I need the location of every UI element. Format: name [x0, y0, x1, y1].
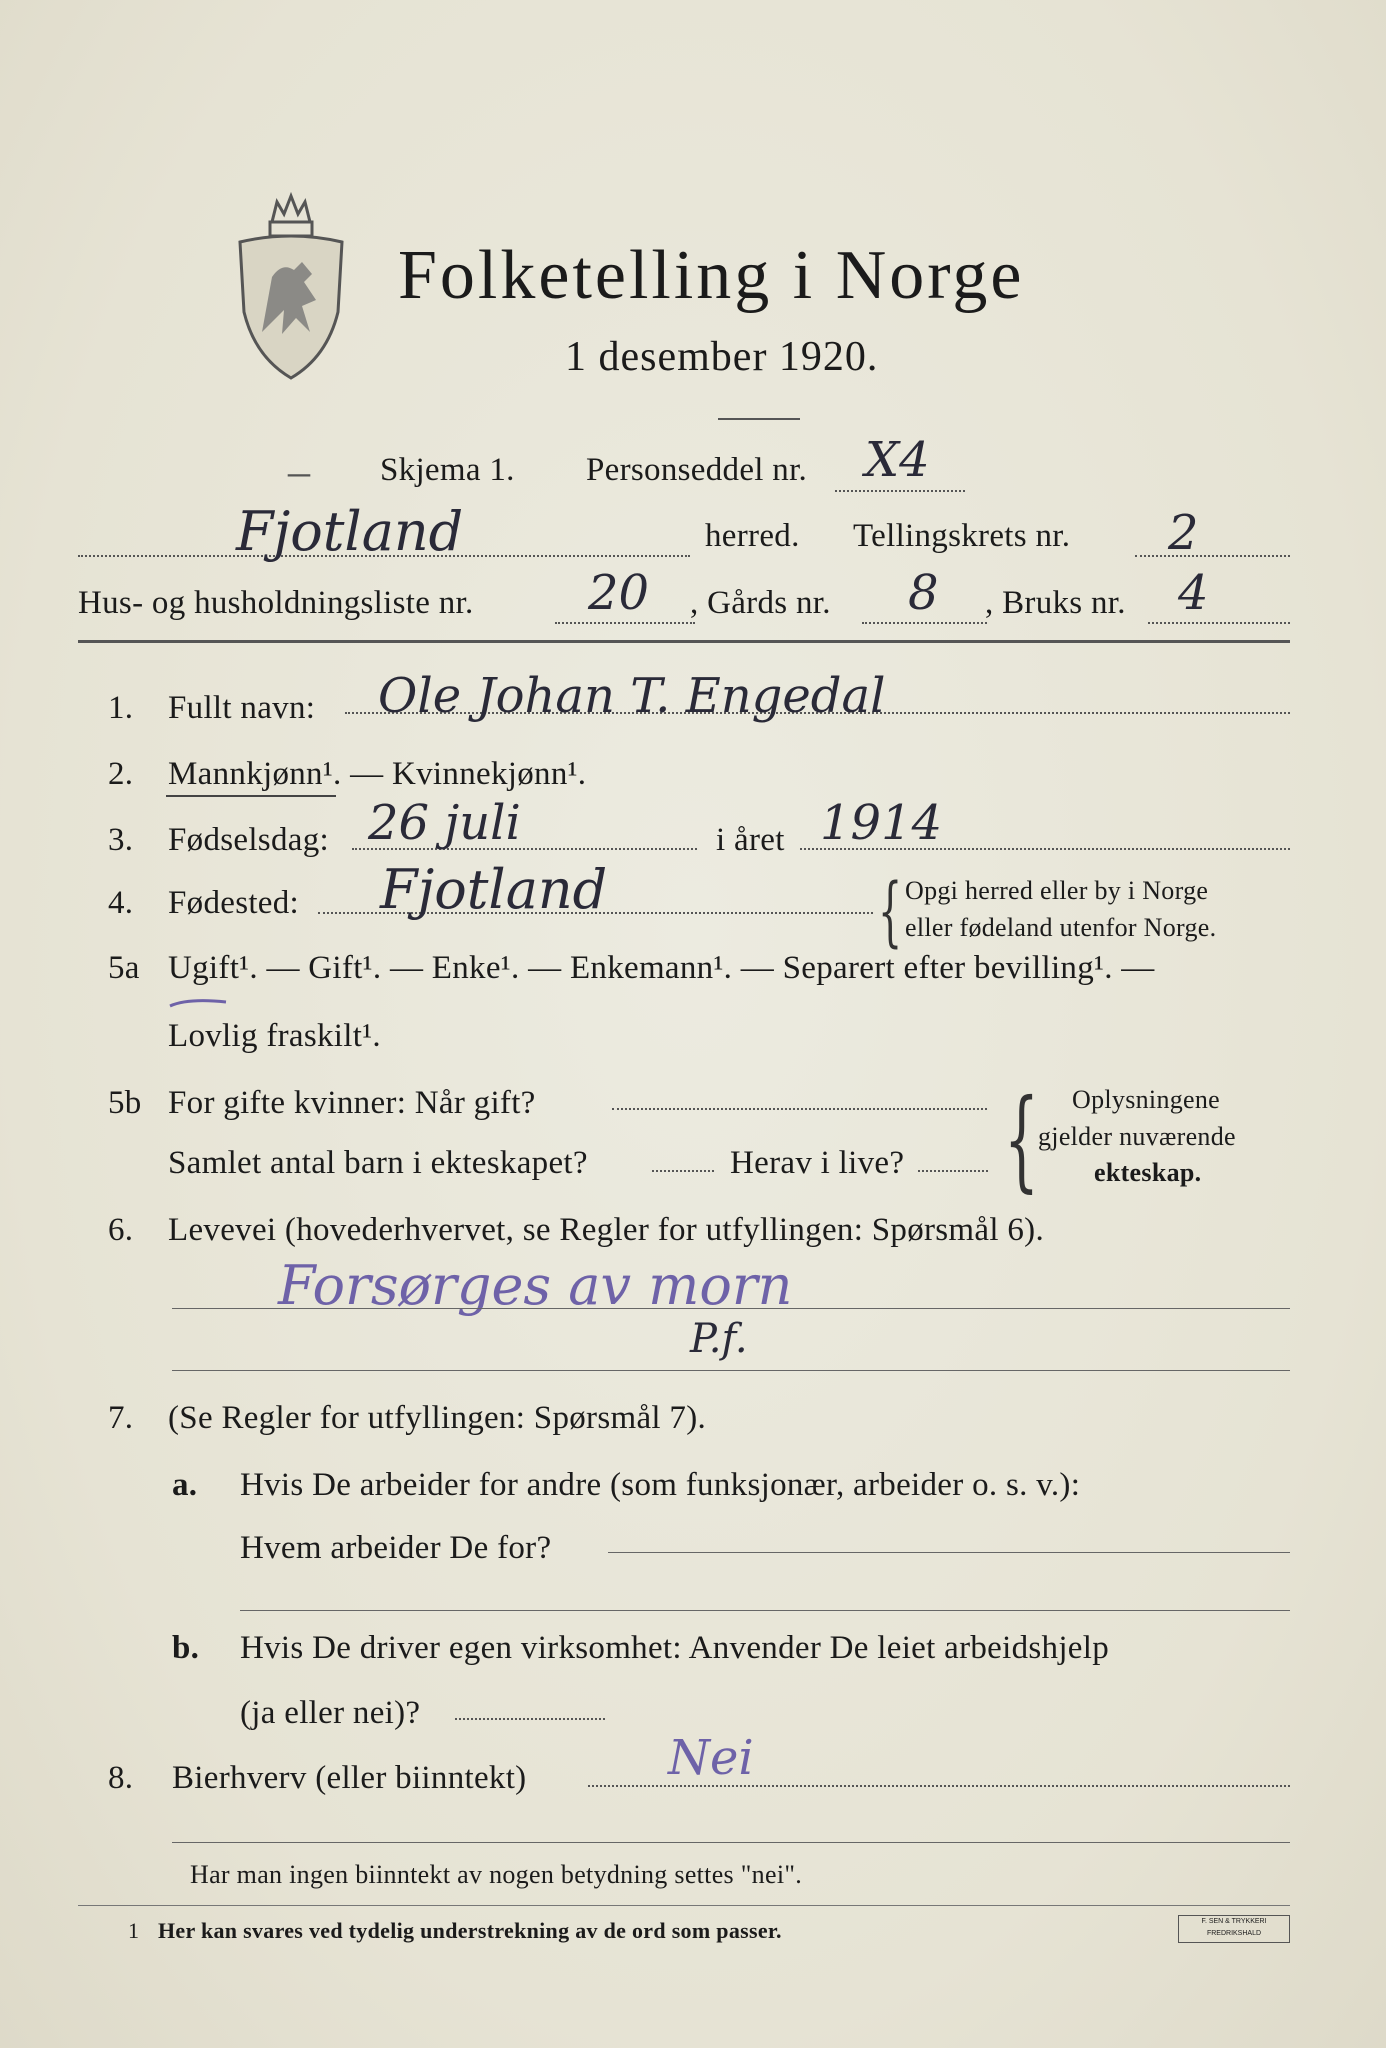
mannkjonn-underline — [166, 795, 336, 797]
q7a-letter: a. — [172, 1467, 198, 1503]
q5b-note-3: ekteskap. — [1094, 1158, 1202, 1187]
q7-label: (Se Regler for utfyllingen: Spørsmål 7). — [168, 1400, 707, 1436]
schema-label: Skjema 1. — [380, 452, 515, 488]
q5b-line-1: For gifte kvinner: Når gift? — [168, 1085, 536, 1121]
q5b-number: 5b — [108, 1085, 142, 1121]
birth-year-value: 1914 — [820, 795, 943, 851]
tellingskrets-value: 2 — [1168, 505, 1199, 561]
bruks-value: 4 — [1178, 565, 1209, 621]
q7a-line-2: Hvem arbeider De for? — [240, 1530, 552, 1566]
side-income-value: Nei — [668, 1730, 754, 1786]
printer-stamp: F. SEN & TRYKKERI FREDRIKSHALD — [1178, 1915, 1290, 1943]
q4-note-2: eller fødeland utenfor Norge. — [905, 913, 1217, 942]
q5b-note-1: Oplysningene — [1072, 1085, 1221, 1114]
q5a-number: 5a — [108, 950, 140, 986]
tick-mark: – — [288, 447, 311, 496]
occupation-value: Forsørges av morn — [278, 1254, 793, 1317]
form-title: Folketelling i Norge — [398, 237, 1025, 314]
q2-label: Mannkjønn¹. — Kvinnekjønn¹. — [168, 756, 587, 792]
brace: { — [878, 866, 903, 955]
q5b-line-2b: Herav i live? — [730, 1145, 905, 1181]
herred-value: Fjotland — [236, 500, 464, 563]
personseddel-label: Personseddel nr. — [586, 452, 808, 488]
q8-label: Bierhverv (eller biinntekt) — [172, 1760, 527, 1796]
full-name-value: Ole Johan T. Engedal — [378, 668, 886, 724]
title-divider — [718, 418, 800, 420]
q1-number: 1. — [108, 690, 134, 726]
q5b-line-2a: Samlet antal barn i ekteskapet? — [168, 1145, 588, 1181]
herred-label: herred. — [705, 518, 800, 554]
ugift-pencil-mark — [168, 996, 228, 1010]
footnote: Her kan svares ved tydelig understrekning av de ord som passer. — [158, 1918, 782, 1943]
q2-number: 2. — [108, 756, 134, 792]
q7-number: 7. — [108, 1400, 134, 1436]
q7a-line-1: Hvis De arbeider for andre (som funksjonær, arbeider o. s. v.): — [240, 1467, 1081, 1503]
brace-5b: { — [1004, 1075, 1039, 1203]
nei-note: Har man ingen biinntekt av nogen betydning settes "nei". — [190, 1860, 803, 1889]
q4-number: 4. — [108, 885, 134, 921]
tellingskrets-label: Tellingskrets nr. — [853, 518, 1071, 554]
year-label: i året — [716, 822, 785, 858]
birthday-value: 26 juli — [368, 795, 521, 851]
q3-label: Fødselsdag: — [168, 822, 329, 858]
birthplace-value: Fjotland — [380, 858, 608, 921]
q8-number: 8. — [108, 1760, 134, 1796]
q7b-line-2: (ja eller nei)? — [240, 1695, 421, 1731]
q5a-line-1: Ugift¹. — Gift¹. — Enke¹. — Enkemann¹. — Separert efter bevilling¹. — — [168, 950, 1155, 986]
coat-of-arms-icon — [232, 182, 350, 382]
footnote-mark: 1 — [128, 1918, 140, 1943]
q6-label: Levevei (hovederhvervet, se Regler for utfyllingen: Spørsmål 6). — [168, 1212, 1045, 1248]
q6-number: 6. — [108, 1212, 134, 1248]
q4-label: Fødested: — [168, 885, 300, 921]
census-date: 1 desember 1920. — [565, 334, 879, 380]
q1-label: Fullt navn: — [168, 690, 316, 726]
q7b-line-1: Hvis De driver egen virksomhet: Anvender De leiet arbeidshjelp — [240, 1630, 1110, 1666]
personseddel-value: X4 — [865, 432, 930, 488]
husholdningsliste-value: 20 — [588, 565, 650, 621]
q5a-line-2: Lovlig fraskilt¹. — [168, 1018, 381, 1054]
husholdningsliste-label: Hus- og husholdningsliste nr. — [78, 585, 474, 621]
q3-number: 3. — [108, 822, 134, 858]
gards-label: , Gårds nr. — [690, 585, 831, 621]
header-rule — [78, 640, 1290, 643]
q7b-letter: b. — [172, 1630, 200, 1666]
q4-note-1: Opgi herred eller by i Norge — [905, 876, 1209, 905]
bruks-label: , Bruks nr. — [985, 585, 1126, 621]
occupation-code: P.f. — [690, 1316, 748, 1362]
q5b-note-2: gjelder nuværende — [1038, 1122, 1236, 1151]
gards-value: 8 — [908, 565, 939, 621]
